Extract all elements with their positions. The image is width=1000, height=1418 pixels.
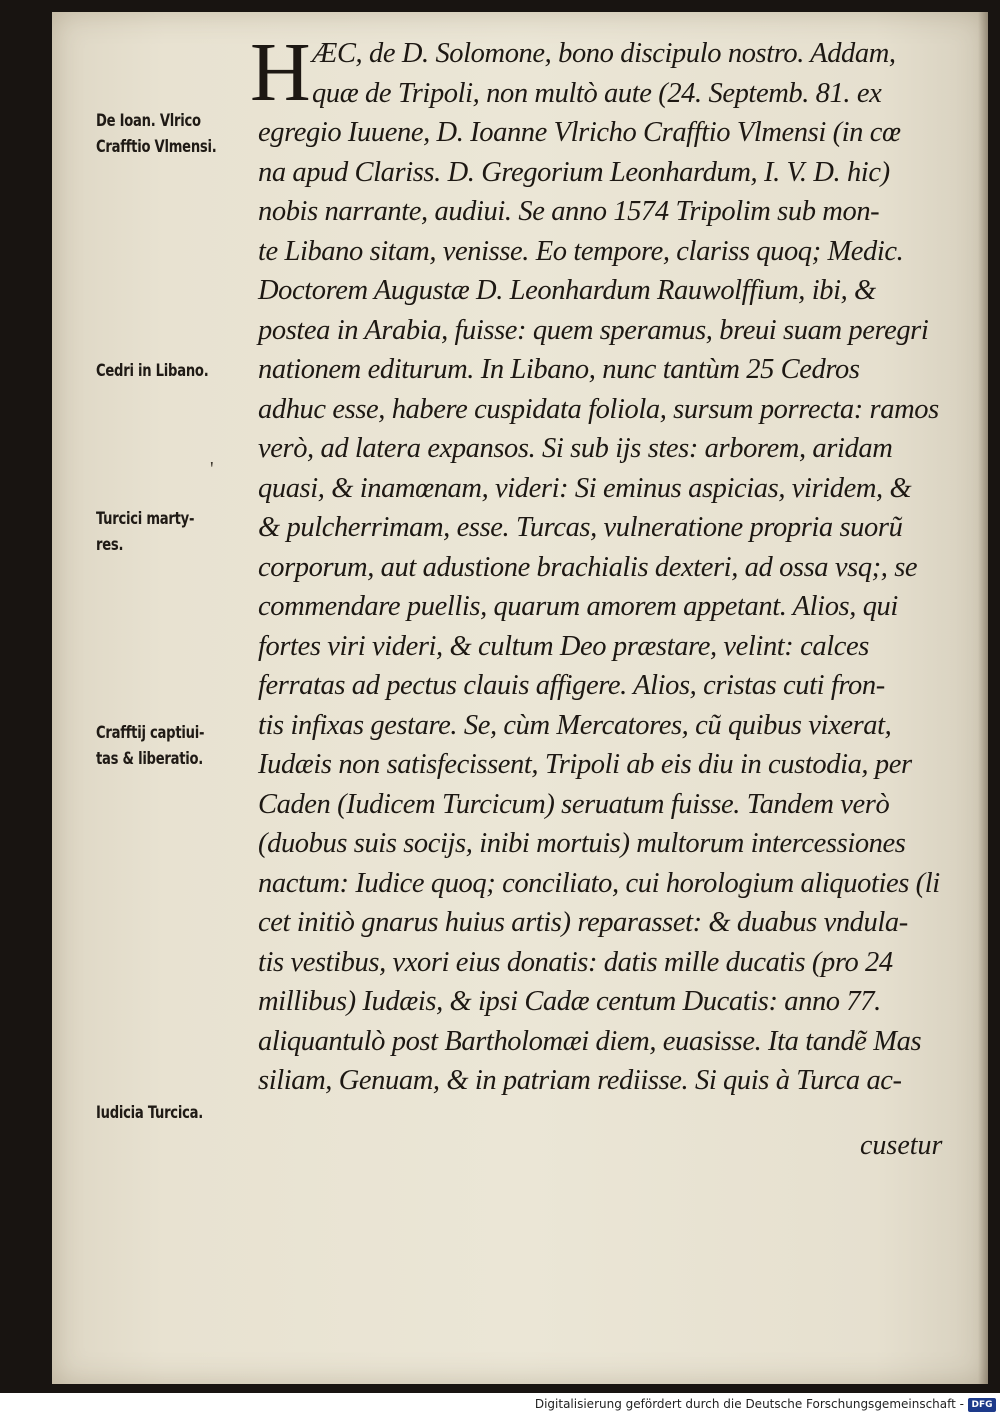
text-line: fortes viri videri, & cultum Deo præstare, velint: calces (258, 630, 869, 662)
margin-note-crafftio (96, 108, 234, 160)
text-line: egregio Iuuene, D. Ioanne Vlricho Crafftio Vlmensi (in cœ (258, 117, 901, 148)
text-line: & pulcherrimam, esse. Turcas, vulneratione propria suorũ (258, 512, 903, 543)
text-line: (duobus suis socijs, inibi mortuis) multorum intercessiones (258, 828, 906, 859)
text-line: ferratas ad pectus clauis affigere. Alios, cristas cuti fron- (258, 670, 885, 701)
text-line: tis vestibus, vxori eius donatis: datis mille ducatis (pro 24 (258, 946, 893, 978)
body-text (250, 26, 948, 1101)
text-line: verò, ad latera expansos. Si sub ijs stes: arborem, aridam (258, 433, 893, 464)
text-line: cet initiò gnarus huius artis) reparasset: & duabus vndula- (258, 907, 908, 938)
text-line: nationem editurum. In Libano, nunc tantùm 25 Cedros (258, 354, 860, 385)
text-line: te Libano sitam, venisse. Eo tempore, clariss quoq; Medic. (258, 235, 904, 267)
margin-note-iudicia (96, 1100, 234, 1126)
margin-note-line: Crafftio Vlmensi. (96, 137, 217, 157)
ink-speck: ' (210, 458, 214, 480)
page-edge (978, 12, 988, 1384)
margin-note-line: res. (96, 535, 124, 555)
text-line: ÆC, de D. Solomone, bono discipulo nostro. Addam, (312, 38, 896, 69)
text-line: commendare puellis, quarum amorem appetant. Alios, qui (258, 591, 898, 622)
margin-note-martyres (96, 506, 234, 558)
footer-bar (0, 1393, 1000, 1418)
text-line: Iudæis non satisfecissent, Tripoli ab eis diu in custodia, per (258, 749, 912, 780)
text-line: nactum: Iudice quoq; conciliato, cui horologium aliquoties (li (258, 867, 940, 899)
text-line: quasi, & inamœnam, videri: Si eminus aspicias, viridem, & (258, 472, 912, 504)
text-line: corporum, aut adustione brachialis dexteri, ad ossa vsq;, se (258, 551, 918, 583)
text-line: millibus) Iudæis, & ipsi Cadæ centum Ducatis: anno 77. (258, 986, 881, 1017)
text-line: tis infixas gestare. Se, cùm Mercatores, cũ quibus vixerat, (258, 709, 892, 741)
text-line: siliam, Genuam, & in patriam rediisse. Si quis à Turca ac- (258, 1065, 902, 1096)
margin-note-line: Crafftij captiui- (96, 723, 205, 743)
margin-note-line: Cedri in Libano. (96, 361, 209, 381)
text-line: Caden (Iudicem Turcicum) seruatum fuisse. Tandem verò (258, 788, 890, 820)
margin-note-cedri (96, 358, 234, 384)
text-line: nobis narrante, audiui. Se anno 1574 Tripolim sub mon- (258, 196, 880, 227)
margin-note-line: Iudicia Turcica. (96, 1103, 203, 1123)
margin-note-line: tas & liberatio. (96, 749, 204, 769)
margin-note-line: De Ioan. Vlrico (96, 111, 201, 131)
text-line: postea in Arabia, fuisse: quem speramus, breui suam peregri (258, 314, 929, 346)
dfg-logo: DFG (968, 1398, 996, 1412)
margin-note-line: Turcici marty- (96, 509, 195, 529)
text-line: aliquantulò post Bartholomæi diem, euasisse. Ita tandẽ Mas (258, 1025, 922, 1057)
text-line: Doctorem Augustæ D. Leonhardum Rauwolffium, ibi, & (258, 275, 876, 306)
book-page (52, 12, 988, 1384)
text-line: na apud Clariss. D. Gregorium Leonhardum, I. V. D. hic) (258, 156, 890, 188)
footer-credit: Digitalisierung gefördert durch die Deutsche Forschungsgemeinschaft - (534, 1397, 964, 1411)
margin-note-captivitas (96, 720, 234, 772)
text-line: quæ de Tripoli, non multò aute (24. Septemb. 81. ex (312, 77, 882, 109)
catchword: cusetur (860, 1130, 943, 1161)
drop-cap: H (250, 26, 311, 119)
text-line: adhuc esse, habere cuspidata foliola, sursum porrecta: ramos (258, 393, 939, 425)
